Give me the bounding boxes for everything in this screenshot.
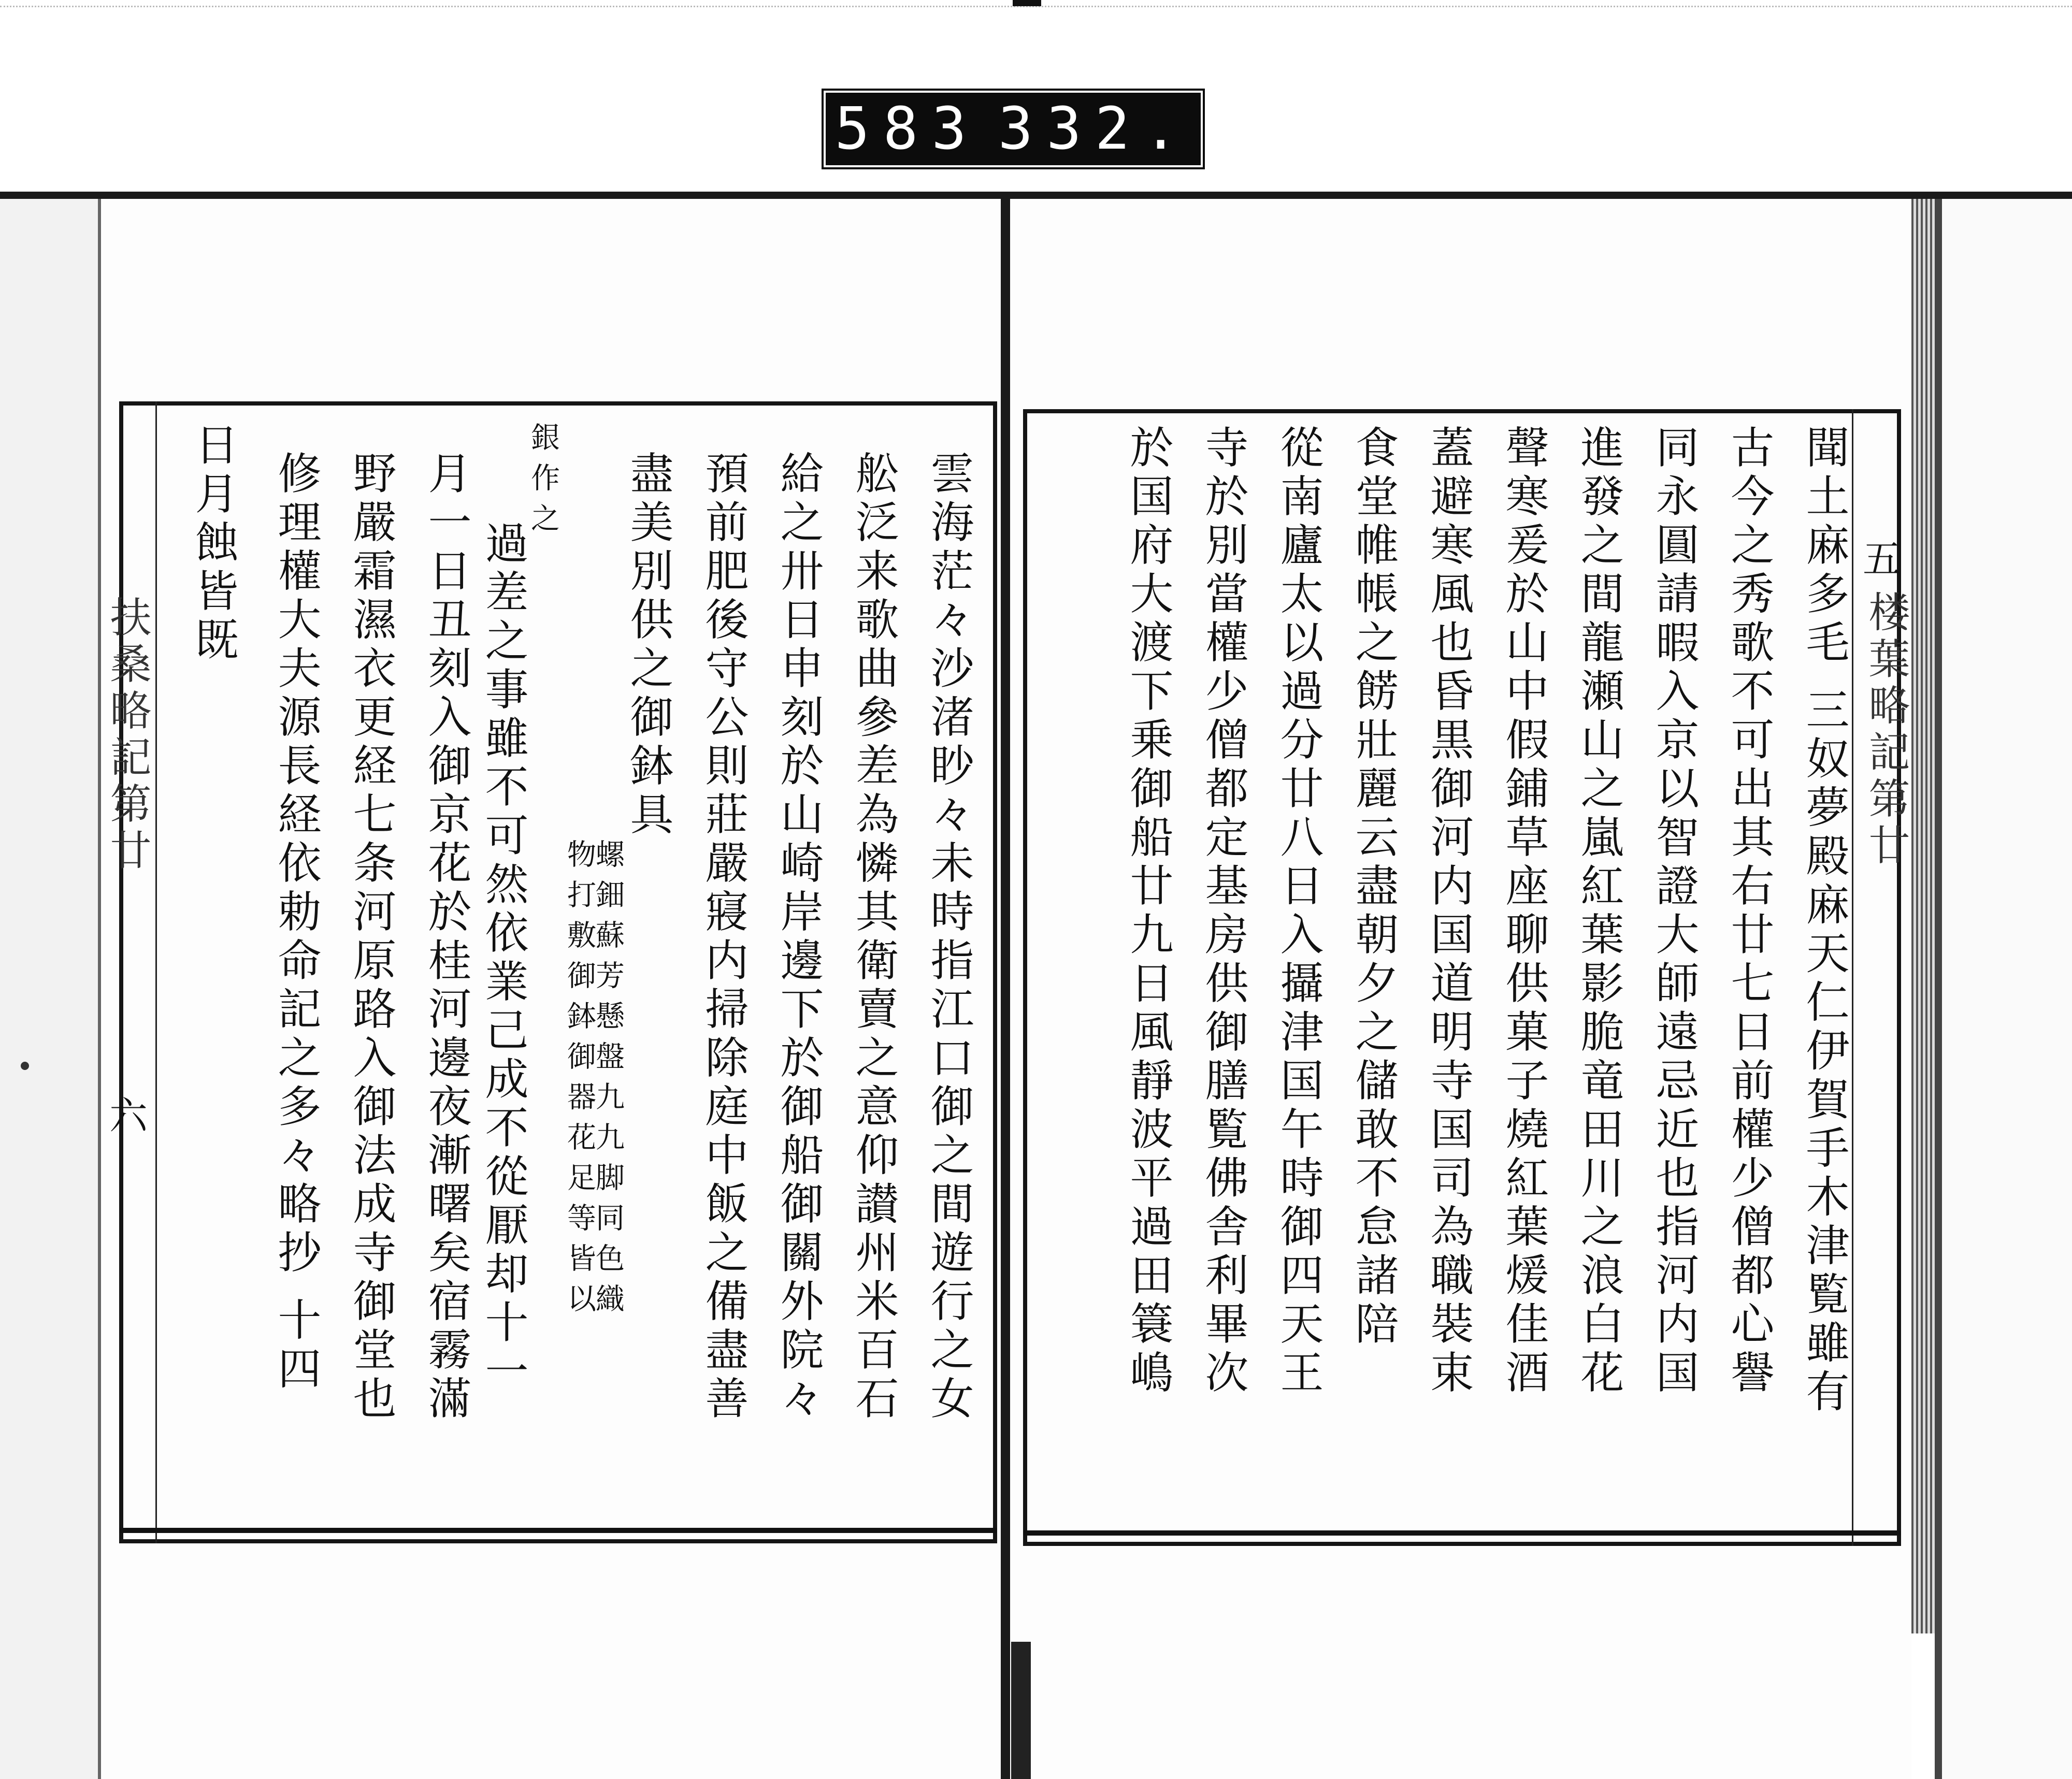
top-mark <box>1013 0 1041 6</box>
left-col-8: 月一日丑刻入御京花於桂河邊夜漸曙矣宿霧滿 <box>421 451 472 1424</box>
scan-label-left: 583 <box>834 95 980 163</box>
left-annotation-1: 螺鈿蘇芳懸盤九九脚同色織 <box>591 839 625 1324</box>
left-col-2: 舩泛来歌曲參差為憐其衛賣之意仰讃州米百石 <box>848 451 899 1424</box>
left-page-number: 六 <box>103 1095 148 1139</box>
right-col-8: 從南廬太以過分廿八日入攝津国午時御四天王 <box>1273 425 1324 1398</box>
left-col-1: 雲海茫々沙渚眇々未時指江口御之間遊行之女 <box>924 451 974 1424</box>
left-frame-inner-rule <box>155 401 157 1543</box>
right-margin-title: 楼葉略記第廿 <box>1862 590 1910 870</box>
right-col-3: 同永圓請暇入京以智證大師遠忌近也指河内国 <box>1649 425 1700 1398</box>
right-page-stack <box>1911 199 1935 1633</box>
right-col-4: 進發之間龍瀬山之嵐紅葉影脆竜田川之浪白花 <box>1574 425 1624 1398</box>
right-col-10: 於国府大渡下乗御船廿九日風靜波平過田簑嶋 <box>1123 425 1174 1398</box>
left-col-7: 過差之事雖不可然依業己成不從厭却十一 <box>478 520 529 1397</box>
left-col-11: 日月蝕皆既 <box>188 422 239 666</box>
right-page-edge <box>1935 199 2072 1779</box>
right-col-1: 聞土麻多毛 三奴夢殿麻天仁伊賀手木津覧雖有 <box>1799 425 1850 1418</box>
right-col-2: 古今之秀歌不可出其右廿七日前權少僧都心譽 <box>1724 425 1775 1398</box>
right-col-6: 蓋避寒風也昏黒御河内国道明寺国司為職裝束 <box>1423 425 1474 1398</box>
book-gutter-lower <box>1011 1642 1031 1779</box>
left-frame-bottom-rule <box>119 1528 997 1533</box>
left-col-4: 預前肥後守公則莊嚴寢内掃除庭中飯之備盡善 <box>698 451 749 1424</box>
right-frame-bottom-rule <box>1023 1530 1901 1536</box>
left-col-10: 修理權大夫源長経依勅命記之多々略抄 十四 <box>271 451 322 1395</box>
left-page-edge <box>0 199 101 1779</box>
left-col-3: 給之卅日申刻於山崎岸邊下於御船御關外院々 <box>773 451 824 1424</box>
book-top-edge <box>0 192 2072 199</box>
right-col-9: 寺於別當權少僧都定基房供御膳覧佛舎利畢次 <box>1198 425 1249 1398</box>
left-col-9: 野嚴霜濕衣更経七条河原路入御法成寺御堂也 <box>346 451 397 1424</box>
left-col-6: 銀作之 <box>526 422 560 543</box>
left-annotation-2: 物打敷御鉢御器花足等皆以 <box>563 839 596 1324</box>
left-margin-title: 扶桑略記第廿 <box>103 596 151 875</box>
book-gutter <box>1001 199 1010 1779</box>
right-frame-inner-rule <box>1852 409 1853 1546</box>
scan-speck <box>21 1062 29 1070</box>
right-col-7: 食堂帷帳之餝壯麗云盡朝夕之儲敢不怠諸陪 <box>1348 425 1399 1350</box>
scan-label-right: 332. <box>998 95 1192 163</box>
right-page-number: 五 <box>1857 539 1901 582</box>
right-col-5: 聲寒爰於山中假鋪草座聊供菓子燒紅葉煖佳酒 <box>1499 425 1549 1398</box>
left-col-5: 盡美別供之御鉢具 <box>623 451 674 840</box>
scan-label <box>824 91 1203 167</box>
